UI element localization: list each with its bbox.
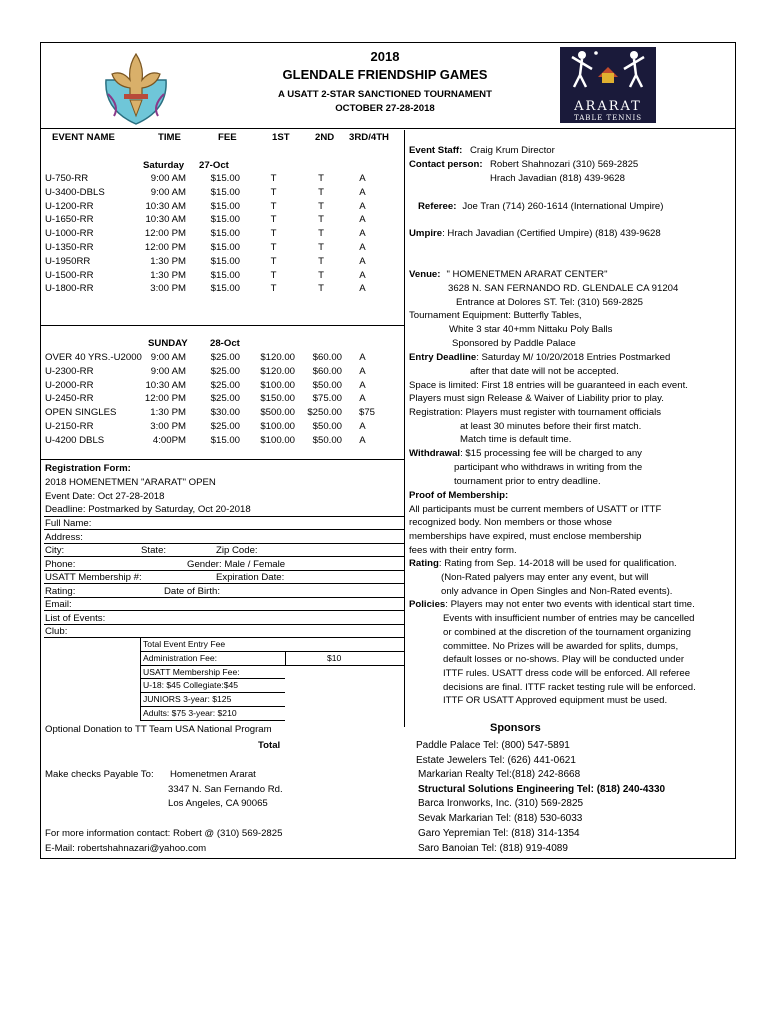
deadline-row: [44, 503, 404, 517]
sunday-event-third: A: [359, 434, 366, 446]
saturday-event-name: U-750-RR: [45, 173, 89, 184]
saturday-event-first: T: [270, 200, 277, 212]
saturday-event-fee: $15.00: [210, 214, 240, 226]
sunday-event-second: $75.00: [312, 393, 342, 405]
withdrawal-line-3: tournament prior to entry deadline.: [454, 476, 601, 487]
expiration-label: Expiration Date:: [216, 572, 285, 583]
sunday-event-third: A: [359, 379, 366, 391]
sunday-event-first: $100.00: [260, 421, 295, 432]
sunday-event-fee: $25.00: [210, 421, 240, 432]
rating-label: Rating:: [45, 586, 76, 597]
saturday-label: Saturday: [143, 160, 185, 171]
saturday-event-third: A: [359, 214, 366, 226]
city-state-zip-field[interactable]: [44, 543, 404, 557]
saturday-event-fee: $15.00: [210, 186, 240, 198]
saturday-event-time: 3:00 PM: [150, 283, 186, 295]
total-entry-fee-label: Total Event Entry Fee: [143, 639, 226, 649]
saturday-event-time: 9:00 AM: [150, 173, 186, 184]
registration-line-1: 2018 HOMENETMEN "ARARAT" OPEN: [45, 477, 216, 488]
saturday-event-time: 1:30 PM: [150, 255, 186, 267]
admin-fee-value: $10: [327, 653, 342, 663]
event-staff-value: Craig Krum Director: [470, 145, 555, 156]
sunday-event-third: A: [359, 365, 366, 377]
donation-label: Optional Donation to TT Team USA National Program: [45, 724, 272, 735]
usatt-label: USATT Membership #:: [45, 572, 142, 583]
saturday-event-second: T: [318, 283, 324, 295]
phone-gender-field[interactable]: [44, 557, 404, 571]
rating-rule-line-2: (Non-Rated palyers may enter any event, but will: [441, 572, 649, 583]
saturday-event-first: T: [270, 173, 277, 184]
saturday-event-name: U-1000-RR: [45, 228, 94, 240]
dob-label: Date of Birth:: [164, 586, 220, 597]
sunday-event-second: $60.00: [312, 365, 342, 377]
umpire-value: : Hrach Javadian (Certified Umpire) (818) 439-9628: [442, 228, 661, 239]
policies-line-7: decisions are final. ITTF racket testing rule will be enforced.: [443, 682, 696, 693]
entry-deadline-line-1: : Saturday M/ 10/20/2018 Entries Postmarked: [476, 352, 671, 363]
saturday-event-name: U-1800-RR: [45, 283, 94, 295]
sunday-event-first: $100.00: [260, 434, 295, 446]
saturday-event-second: T: [318, 173, 324, 184]
events-field[interactable]: [44, 611, 404, 625]
venue-label: Venue:: [409, 269, 441, 280]
state-label: State:: [141, 545, 167, 556]
event-staff-label: Event Staff:: [409, 145, 463, 156]
saturday-event-third: A: [359, 255, 366, 267]
sponsor-5: Barca Ironworks, Inc. (310) 569-2825: [418, 798, 584, 809]
fee-box-mid: [285, 651, 286, 665]
header-divider: [40, 128, 735, 129]
club-field[interactable]: [44, 624, 404, 638]
saturday-event-first: T: [270, 269, 277, 281]
sponsor-8: Saro Banoian Tel: (818) 919-4089: [418, 843, 568, 854]
homenetmen-fleur-de-lis-logo: [100, 50, 172, 126]
gender-label: Gender: Male / Female: [187, 559, 286, 570]
saturday-event-second: T: [318, 186, 324, 198]
space-limited: Space is limited: First 18 entries will be guaranteed in each event.: [409, 380, 688, 391]
registration-line-3: Deadline: Postmarked by Saturday, Oct 20-2018: [45, 504, 251, 515]
saturday-event-name: U-1500-RR: [45, 269, 94, 281]
phone-label: Phone:: [45, 559, 76, 570]
saturday-event-third: A: [359, 186, 366, 198]
policies-label: Policies: [409, 599, 446, 610]
sponsor-6: Sevak Markarian Tel: (818) 530-6033: [418, 813, 583, 824]
sunday-event-third: $75: [358, 407, 375, 419]
equipment-line-2: White 3 star 40+mm Nittaku Poly Balls: [449, 324, 613, 335]
full-name-field[interactable]: [44, 516, 404, 530]
sunday-event-name: U-2000-RR: [45, 379, 94, 391]
contact-person-label: Contact person:: [409, 159, 483, 170]
sunday-event-name: U-2150-RR: [45, 421, 94, 432]
page-subtitle: A USATT 2-STAR SANCTIONED TOURNAMENT: [278, 89, 492, 100]
policies-line-8: ITTF OR USATT Approved equipment must be used.: [443, 695, 668, 706]
proof-line-3: memberships have expired, must enclose membership: [409, 531, 642, 542]
sponsor-3: Markarian Realty Tel:(818) 242-8668: [418, 769, 581, 780]
saturday-event-time: 12:00 PM: [144, 228, 186, 240]
equipment-line-1: Tournament Equipment: Butterfly Tables,: [409, 310, 582, 321]
registration-line-2: Event Date: Oct 27-28-2018: [45, 491, 165, 502]
sunday-event-first: $150.00: [260, 393, 295, 405]
saturday-event-third: A: [359, 242, 366, 253]
venue-line-2: 3628 N. SAN FERNANDO RD. GLENDALE CA 91204: [448, 283, 679, 294]
sunday-event-name: OVER 40 YRS.-U2000: [45, 352, 142, 363]
saturday-event-second: T: [318, 228, 324, 240]
rating-rule-line-3: only advance in Open Singles and Non-Rated events).: [441, 586, 673, 597]
sunday-event-name: U-2300-RR: [45, 365, 94, 377]
entry-deadline-line-2: after that date will not be accepted.: [470, 366, 619, 377]
proof-line-2: recognized body. Non members or those whose: [409, 517, 612, 528]
column-divider: [404, 130, 405, 727]
sunday-event-time: 10:30 AM: [145, 379, 186, 391]
email-field[interactable]: [44, 597, 404, 611]
adults-fee-label: Adults: $75 3-year: $210: [143, 708, 237, 718]
sunday-date: 28-Oct: [210, 338, 240, 349]
sunday-event-second: $60.00: [312, 352, 342, 363]
withdrawal-line-1: : $15 processing fee will be charged to any: [460, 448, 642, 459]
sponsors-heading: Sponsors: [490, 722, 541, 734]
umpire-label: Umpire: [409, 228, 443, 239]
total-label: Total: [258, 740, 281, 751]
rating-dob-field[interactable]: [44, 584, 404, 598]
payable-label: Make checks Payable To:: [45, 769, 154, 780]
saturday-event-name: U-1950RR: [45, 255, 91, 267]
tournament-dates: OCTOBER 27-28-2018: [335, 103, 435, 114]
sunday-label: SUNDAY: [148, 338, 188, 349]
saturday-event-second: T: [318, 242, 324, 253]
sponsor-1: Paddle Palace Tel: (800) 547-5891: [416, 740, 570, 751]
events-label: List of Events:: [45, 613, 106, 624]
withdrawal-line-2: participant who withdraws in writing from the: [454, 462, 643, 473]
saturday-event-first: T: [270, 255, 277, 267]
sponsor-2: Estate Jewelers Tel: (626) 441-0621: [416, 755, 576, 766]
proof-membership-label: Proof of Membership:: [409, 490, 509, 501]
sunday-event-fee: $15.00: [210, 434, 240, 446]
sunday-event-second: $50.00: [312, 379, 342, 391]
col-third: 3RD/4TH: [349, 132, 389, 143]
page-title: GLENDALE FRIENDSHIP GAMES: [282, 67, 488, 82]
sunday-event-time: 12:00 PM: [144, 393, 186, 405]
contact-info-email: E-Mail: robertshahnazari@yahoo.com: [45, 843, 207, 854]
policies-line-1: : Players may not enter two events with identical start time.: [445, 599, 695, 610]
proof-line-1: All participants must be current members of USATT or ITTF: [409, 504, 662, 515]
saturday-event-second: T: [318, 269, 324, 281]
sunday-event-fee: $25.00: [210, 365, 240, 377]
contact-person-1: Robert Shahnozari (310) 569-2825: [490, 159, 639, 170]
juniors-fee-label: JUNIORS 3-year: $125: [143, 694, 232, 704]
rating-rule-label: Rating: [409, 558, 439, 569]
membership-fee-label: USATT Membership Fee:: [143, 667, 240, 677]
registration-rule-2: at least 30 minutes before their first match.: [460, 421, 642, 432]
sunday-event-time: 1:30 PM: [150, 407, 186, 419]
sunday-event-second: $50.00: [312, 434, 342, 446]
sunday-event-time: 4:00PM: [152, 434, 186, 446]
sunday-event-name: U-4200 DBLS: [45, 434, 105, 446]
sunday-event-third: A: [359, 352, 366, 363]
saturday-event-first: T: [270, 242, 277, 253]
saturday-event-second: T: [318, 214, 324, 226]
sunday-event-first: $500.00: [260, 407, 295, 419]
col-time: TIME: [158, 132, 181, 143]
saturday-event-first: T: [270, 186, 277, 198]
logo-wordmark: ARARAT: [574, 99, 642, 114]
header-year: 2018: [370, 49, 400, 64]
payable-line-1: Homenetmen Ararat: [170, 769, 256, 780]
u18-fee-label: U-18: $45 Collegiate:$45: [143, 680, 239, 690]
equipment-line-3: Sponsored by Paddle Palace: [452, 338, 576, 349]
usatt-membership-field[interactable]: [44, 570, 404, 584]
registration-rule-3: Match time is default time.: [460, 434, 572, 445]
email-label: Email:: [45, 599, 72, 610]
sunday-event-third: A: [359, 393, 366, 405]
saturday-event-second: T: [318, 255, 324, 267]
withdrawal-label: Withdrawal: [409, 448, 461, 459]
players-waiver: Players must sign Release & Waiver of Liability prior to play.: [409, 393, 664, 404]
col-first: 1ST: [272, 132, 290, 143]
saturday-event-third: A: [359, 283, 366, 295]
sunday-event-third: A: [359, 421, 366, 432]
sunday-event-fee: $25.00: [210, 393, 240, 405]
col-event-name: EVENT NAME: [52, 132, 115, 143]
saturday-event-third: A: [359, 269, 366, 281]
sunday-event-first: $120.00: [260, 365, 295, 377]
saturday-event-fee: $15.00: [210, 173, 240, 184]
policies-line-2: Events with insufficient number of entries may be cancelled: [443, 613, 695, 624]
saturday-event-time: 10:30 AM: [145, 200, 186, 212]
sunday-event-time: 3:00 PM: [150, 421, 186, 432]
payable-line-3: Los Angeles, CA 90065: [168, 798, 268, 809]
club-label: Club:: [45, 626, 68, 637]
saturday-event-time: 1:30 PM: [150, 269, 186, 281]
saturday-event-third: A: [359, 228, 366, 240]
city-label: City:: [45, 545, 65, 556]
saturday-event-first: T: [270, 283, 277, 295]
saturday-event-fee: $15.00: [210, 200, 240, 212]
venue-line-3: Entrance at Dolores ST. Tel: (310) 569-2825: [456, 297, 644, 308]
registration-divider: [40, 459, 404, 460]
saturday-event-third: A: [359, 200, 366, 212]
sunday-event-fee: $30.00: [210, 407, 240, 419]
admin-fee-label: Administration Fee:: [143, 653, 218, 663]
address-field[interactable]: [44, 530, 404, 544]
registration-heading: Registration Form:: [45, 463, 131, 474]
col-second: 2ND: [315, 132, 335, 143]
saturday-event-first: T: [270, 214, 277, 226]
sunday-event-second: $250.00: [307, 407, 342, 419]
policies-line-3: or combined at the discretion of the tournament organizing: [443, 627, 691, 638]
saturday-event-fee: $15.00: [210, 242, 240, 253]
col-fee: FEE: [218, 132, 237, 143]
referee-label: Referee:: [418, 201, 457, 212]
policies-line-6: ITTF rules. USATT dress code will be enforced. All referee: [443, 668, 691, 679]
sunday-event-first: $120.00: [260, 352, 295, 363]
sunday-event-time: 9:00 AM: [150, 352, 186, 363]
saturday-event-fee: $15.00: [210, 269, 240, 281]
policies-line-4: committee. No Prizes will be awarded for splits, dumps,: [443, 641, 679, 652]
payable-line-2: 3347 N. San Fernando Rd.: [168, 784, 283, 795]
policies-line-5: default losses or no-shows. Play will be conducted under: [443, 654, 685, 665]
saturday-event-name: U-1650-RR: [45, 214, 94, 226]
registration-rule-1: Registration: Players must register with tournament officials: [409, 407, 662, 418]
contact-person-2: Hrach Javadian (818) 439-9628: [490, 173, 625, 184]
saturday-event-first: T: [270, 228, 277, 240]
referee-value: Joe Tran (714) 260-1614 (International Umpire): [462, 201, 664, 212]
sunday-event-name: OPEN SINGLES: [45, 407, 117, 419]
sunday-event-fee: $25.00: [210, 379, 240, 391]
schedule-divider: [40, 325, 404, 326]
sponsor-7: Garo Yepremian Tel: (818) 314-1354: [418, 828, 580, 839]
full-name-label: Full Name:: [45, 518, 92, 529]
logo-subtext: TABLE TENNIS: [573, 114, 643, 122]
saturday-event-third: A: [359, 173, 366, 184]
saturday-event-time: 10:30 AM: [145, 214, 186, 226]
zip-label: Zip Code:: [216, 545, 258, 556]
saturday-date: 27-Oct: [199, 160, 229, 171]
rating-rule-line-1: : Rating from Sep. 14-2018 will be used for qualification.: [438, 558, 677, 569]
sunday-event-name: U-2450-RR: [45, 393, 94, 405]
saturday-event-name: U-1200-RR: [45, 200, 94, 212]
sunday-event-first: $100.00: [260, 379, 295, 391]
sunday-event-time: 9:00 AM: [150, 365, 186, 377]
contact-info-line-1: For more information contact: Robert @ (310) 569-2825: [45, 828, 283, 839]
entry-deadline-label: Entry Deadline: [409, 352, 477, 363]
saturday-event-fee: $15.00: [210, 283, 240, 295]
saturday-event-second: T: [318, 200, 324, 212]
sunday-event-second: $50.00: [312, 421, 342, 432]
sunday-event-fee: $25.00: [210, 352, 240, 363]
venue-line-1: " HOMENETMEN ARARAT CENTER": [446, 269, 608, 280]
saturday-event-name: U-1350-RR: [45, 242, 94, 253]
saturday-event-fee: $15.00: [210, 228, 240, 240]
saturday-event-time: 12:00 PM: [144, 242, 186, 253]
proof-line-4: fees with their entry form.: [409, 545, 517, 556]
saturday-event-fee: $15.00: [210, 255, 240, 267]
saturday-event-time: 9:00 AM: [150, 186, 186, 198]
saturday-event-name: U-3400-DBLS: [45, 186, 105, 198]
address-label: Address:: [45, 532, 83, 543]
sponsor-4: Structural Solutions Engineering Tel: (818) 240-4330: [418, 784, 666, 795]
